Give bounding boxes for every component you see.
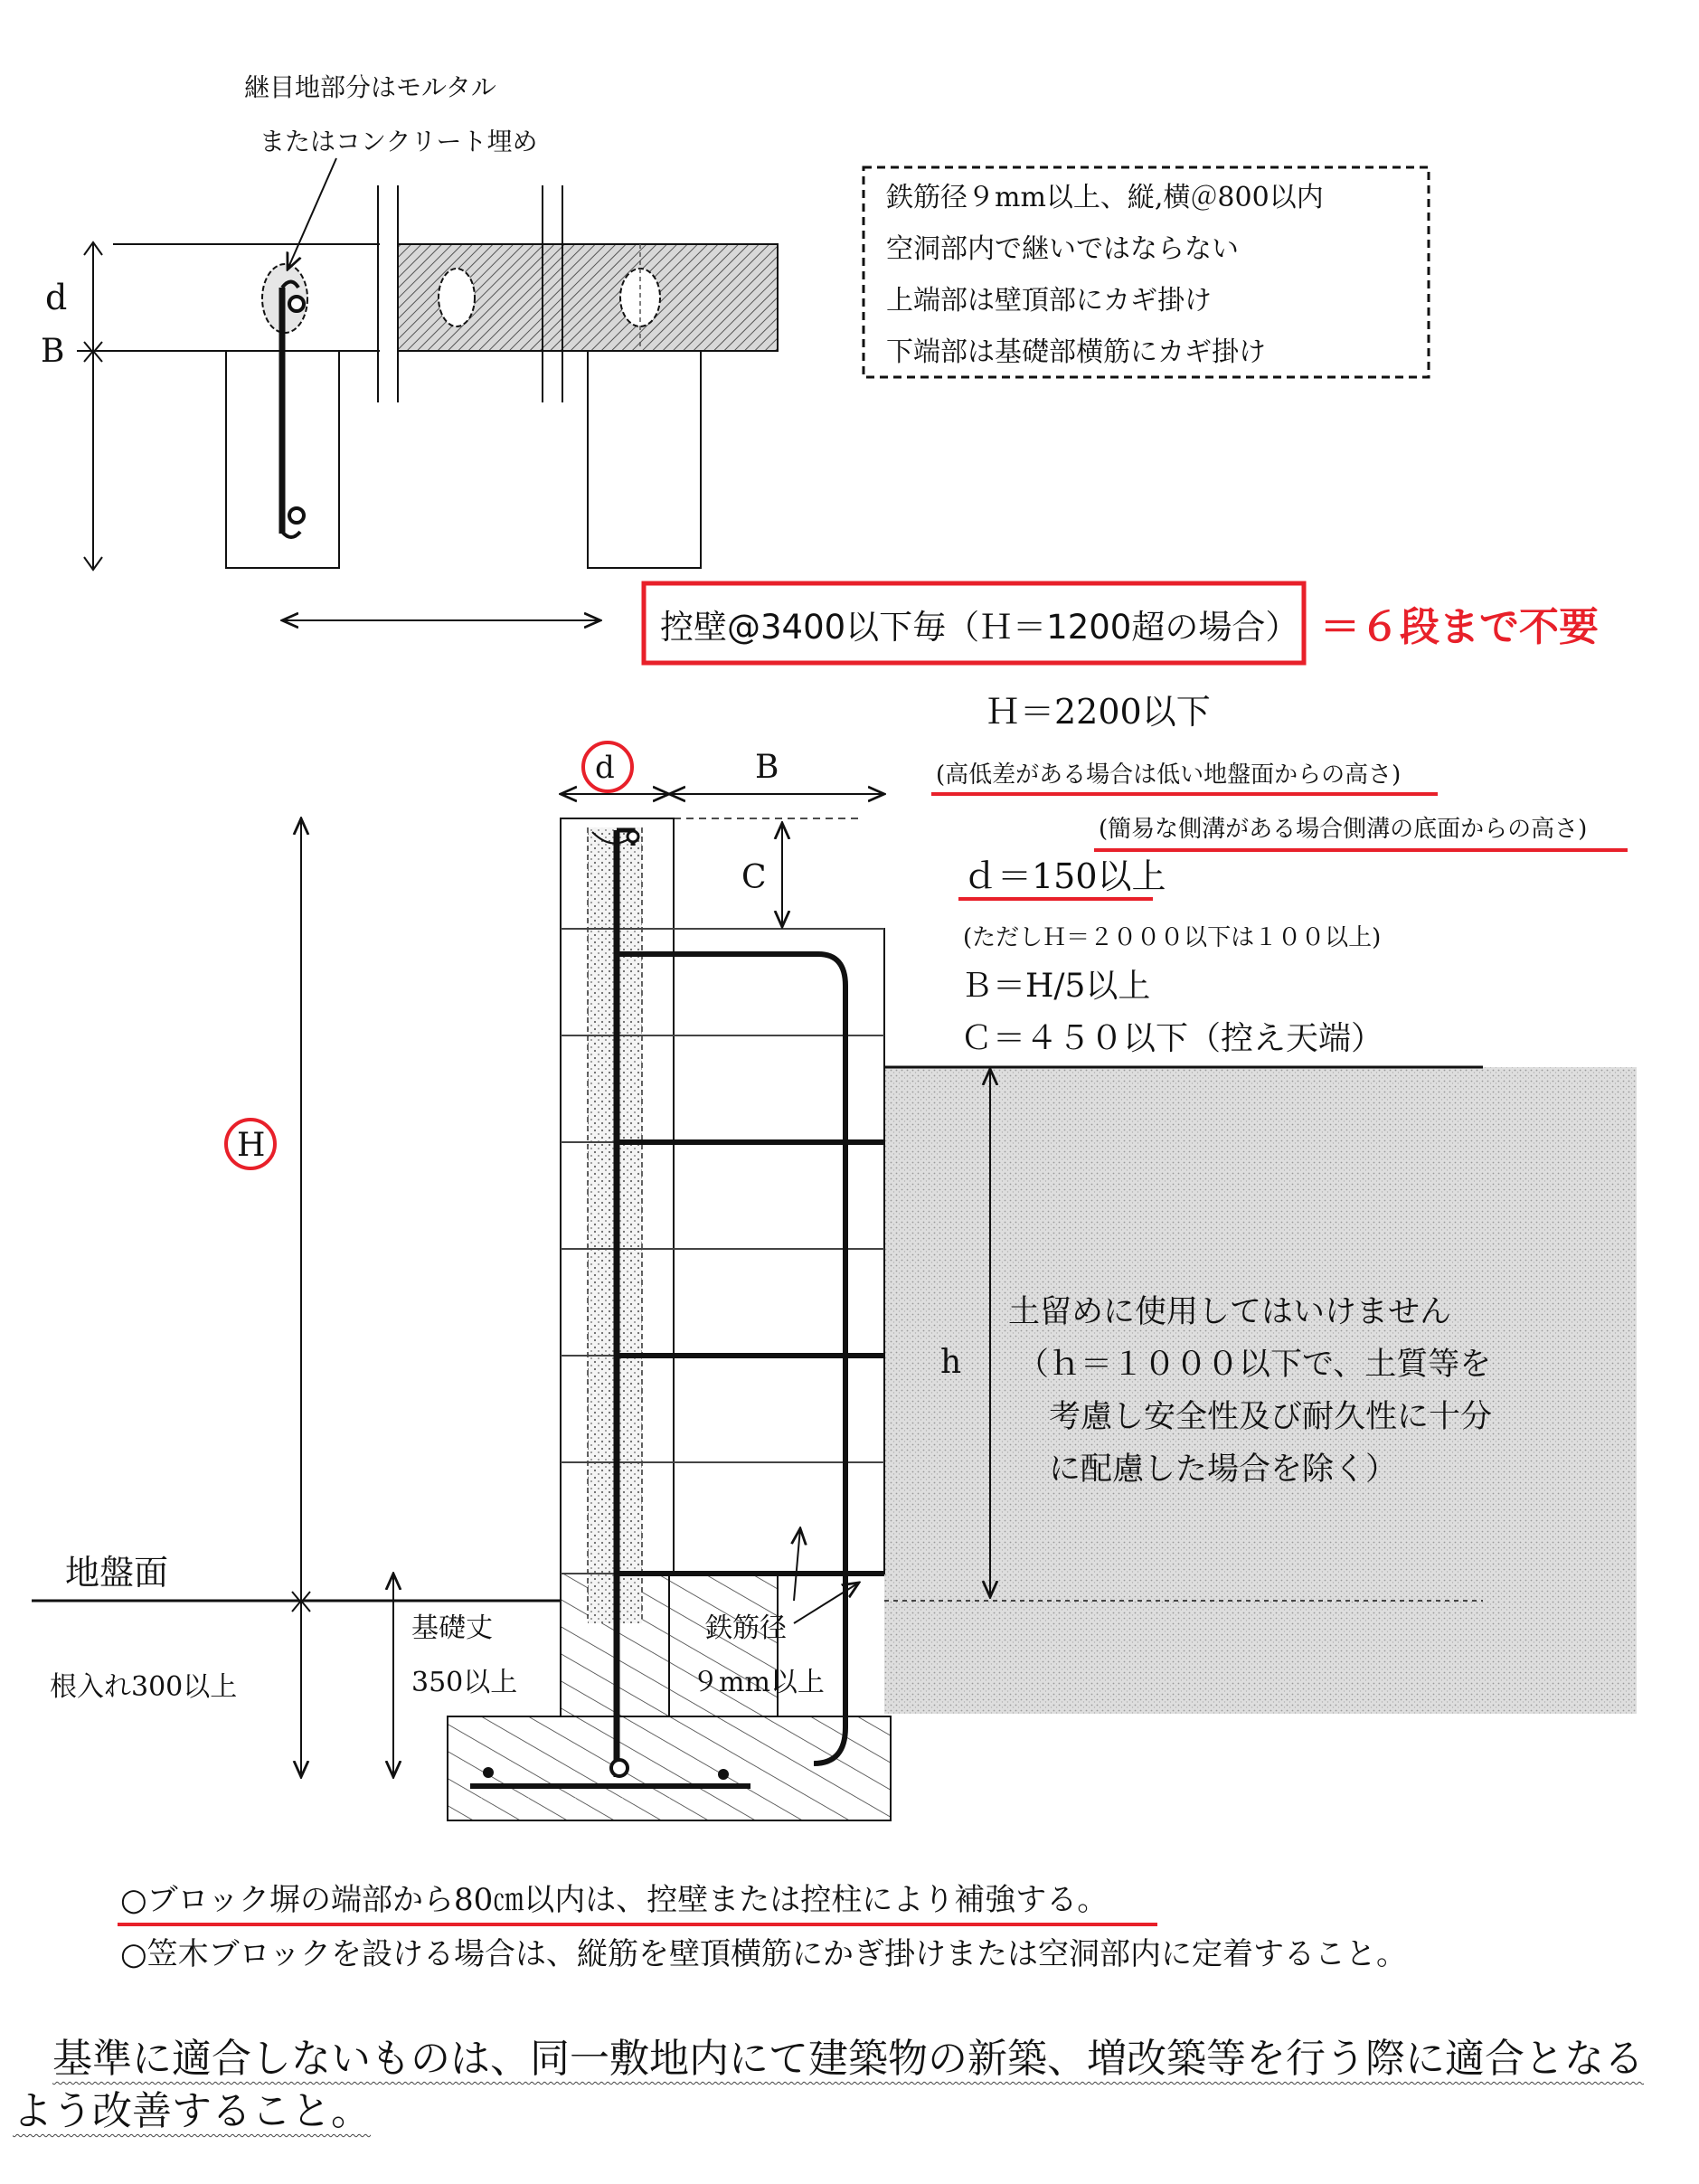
retaining-note-line1: 土留めに使用してはいけません (1008, 1294, 1452, 1330)
note2: ○笠木ブロックを設ける場合は、縦筋を壁頂横筋にかぎ掛けまたは空洞部内に定着すること。 (120, 1936, 1407, 1972)
embed-label: 根入れ300以上 (50, 1671, 238, 1703)
rebar-spec-line1: 鉄筋径９mm以上、縦,横＠800以内 (886, 182, 1324, 213)
ground-label: 地盤面 (65, 1553, 169, 1593)
section-label-b: B (755, 749, 779, 786)
footer-line2: よう改善すること。 (13, 2088, 371, 2134)
buttress-right (588, 351, 701, 568)
rebar-spec-line3: 上端部は壁頂部にカギ掛け (886, 285, 1212, 317)
footer-note (13, 2033, 1685, 2138)
joint-note-line1: 継目地部分はモルタル (244, 72, 496, 102)
footer-line1: 基準に適合しないものは、同一敷地内にて建築物の新築、増改築等を行う際に適合となる (52, 2036, 1644, 2082)
retaining-note-line4: に配慮した場合を除く） (1049, 1451, 1398, 1488)
h-note2: (簡易な側溝がある場合側溝の底面からの高さ) (1099, 816, 1588, 843)
rebar-spec-line2: 空洞部内で継いではならない (886, 233, 1239, 265)
plan-dim-b: B (41, 333, 65, 370)
h-limit: Ｈ＝2200以下 (986, 692, 1211, 732)
buttress-spacing-text: 控壁@3400以下毎（Ｈ＝1200超の場合） (660, 608, 1299, 647)
b-spec: Ｂ＝H/5以上 (960, 968, 1151, 1005)
plan-view (77, 158, 778, 620)
retaining-note-line2: （ｈ＝１０００以下で、土質等を (1017, 1347, 1492, 1383)
d-spec: ｄ＝150以上 (963, 856, 1166, 896)
rebar-label2: ９mm以上 (692, 1667, 825, 1698)
section-label-h-upper: H (237, 1127, 266, 1164)
footing-label1: 基礎丈 (411, 1612, 493, 1644)
section-label-h-lower: h (940, 1344, 962, 1381)
retaining-note-line3: 考慮し安全性及び耐久性に十分 (1049, 1399, 1493, 1435)
retained-soil (884, 1067, 1637, 1714)
c-spec: Ｃ＝４５０以下（控え天端） (960, 1020, 1384, 1057)
block-wall-column (561, 818, 884, 1623)
section-label-d: d (595, 750, 615, 786)
section-label-c: C (741, 859, 767, 896)
plan-dim-d: d (45, 278, 68, 317)
note1: ○ブロック塀の端部から80㎝以内は、控壁または控柱により補強する。 (120, 1882, 1109, 1918)
joint-note-line2: またはコンクリート埋め (260, 127, 538, 156)
h-note1: (高低差がある場合は低い地盤面からの高さ) (936, 761, 1402, 789)
footing-label2: 350以上 (411, 1667, 518, 1698)
d-note: (ただしＨ＝２０００以下は１００以上) (963, 924, 1382, 951)
rebar-spec-line4: 下端部は基礎部横筋にカギ掛け (886, 336, 1266, 368)
rebar-label1: 鉄筋径 (705, 1612, 787, 1644)
buttress-red-note: ＝６段まで不要 (1320, 604, 1599, 650)
